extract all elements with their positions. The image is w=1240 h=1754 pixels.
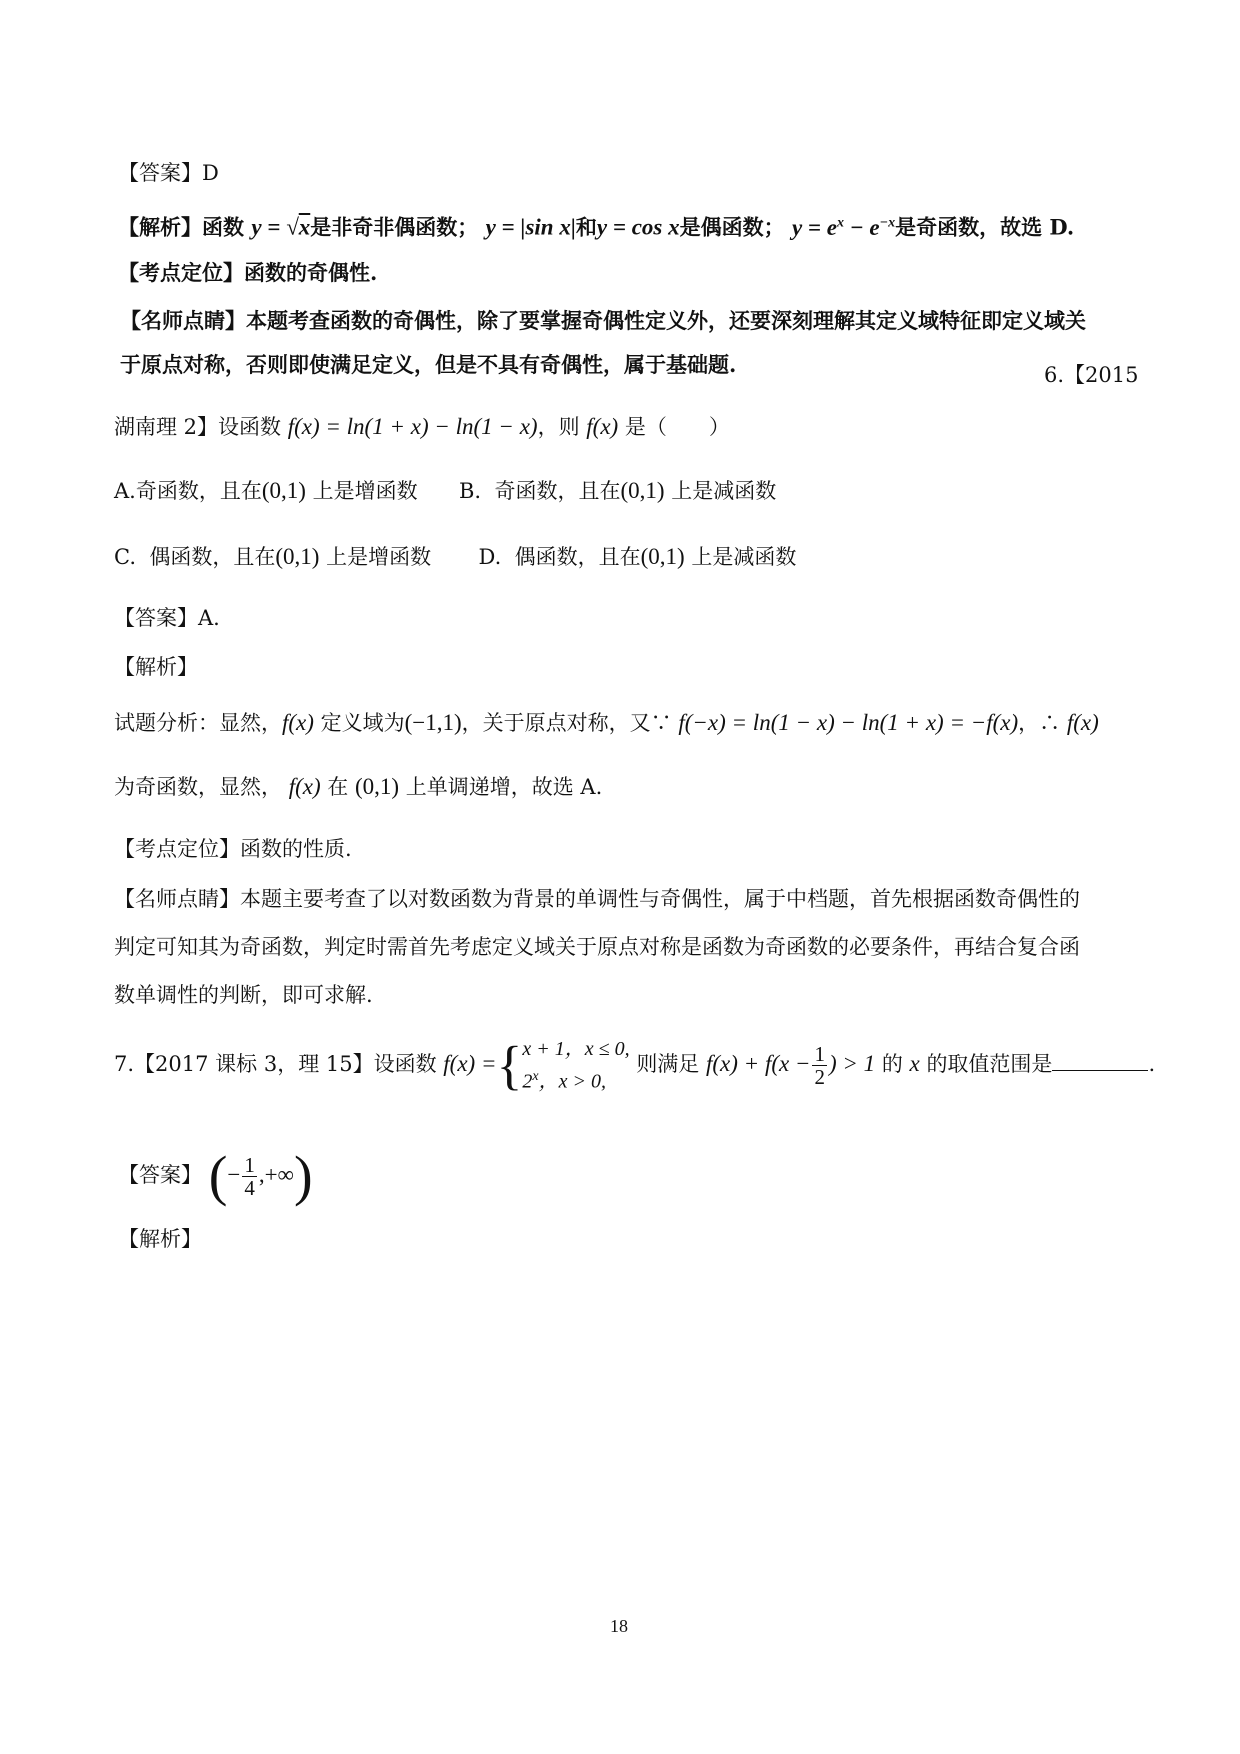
- q6-options-ab: [114, 476, 776, 506]
- q6-analysis-line1: 试题分析：显然，f(x) 定义域为(−1,1)，关于原点对称，又∵ f(−x) = ln(1 − x) − ln(1 + x) = −f(x)，∴ f(x): [114, 710, 1099, 735]
- option-b: B. 奇函数，且在(0,1) 上是减函数: [458, 478, 777, 503]
- option-d: D. 偶函数，且在(0,1) 上是减函数: [478, 544, 797, 569]
- left-brace: {: [496, 1035, 523, 1096]
- answer-tag: 【答案】: [118, 161, 202, 185]
- mingshi-text: 本题主要考查了以对数函数为背景的单调性与奇偶性，属于中档题，首先根据函数奇偶性的: [240, 887, 1080, 911]
- right-paren: ): [293, 1145, 313, 1208]
- mingshi-text: 本题考查函数的奇偶性，除了要掌握奇偶性定义外，还要深刻理解其定义域特征即定义域关: [246, 308, 1086, 333]
- q5-mingshi-line2: [120, 350, 736, 380]
- analysis-text: 是非奇非偶函数；: [310, 214, 479, 240]
- answer-tag: 【答案】: [114, 606, 198, 630]
- kaodian-text: 函数的奇偶性.: [244, 260, 378, 285]
- math-exp: $y = e^x - e^{-x}$: [791, 214, 896, 240]
- analysis-text: 是奇函数，故选 D.: [895, 214, 1075, 240]
- answer-tag: 【答案】: [118, 1163, 202, 1187]
- mingshi-tag: 【名师点睛】: [114, 887, 240, 911]
- fraction-quarter: $\frac{1}{4}$: [244, 1153, 255, 1200]
- kaodian-tag: 【考点定位】: [118, 260, 244, 285]
- q5-answer: [118, 158, 219, 188]
- q5-analysis: [118, 208, 1074, 243]
- math-func-lhs: f(x) =: [443, 1051, 497, 1076]
- answer-blank[interactable]: [1052, 1050, 1148, 1071]
- math-func-name: f(x): [586, 414, 619, 439]
- stem-text: 湖南理 2】设函数: [114, 415, 282, 439]
- q6-answer: [114, 603, 220, 633]
- q6-kaodian: [114, 834, 352, 864]
- q6-mingshi-line3: 数单调性的判断，即可求解.: [114, 983, 373, 1007]
- answer-value: A.: [198, 606, 220, 630]
- mingshi-tag: 【名师点睛】: [120, 308, 246, 333]
- left-paren: (: [208, 1145, 228, 1208]
- q6-options-cd: [114, 542, 796, 572]
- piecewise-cases: x + 1，x ≤ 0, 2$^x$，x > 0,: [522, 1038, 630, 1093]
- q6-analysis-line2: 为奇函数，显然， f(x) 在 (0,1) 上单调递增，故选 A.: [114, 774, 603, 799]
- q6-stem: [114, 412, 730, 442]
- q5-kaodian: [118, 258, 377, 288]
- stem-text: ，则: [537, 415, 580, 439]
- kaodian-tag: 【考点定位】: [114, 837, 240, 861]
- q6-analysis-tag: 【解析】: [114, 655, 198, 679]
- analysis-text: 是偶函数；: [679, 214, 785, 240]
- math-abs-sin: y = |sin x|: [485, 214, 576, 240]
- kaodian-text: 函数的性质.: [240, 837, 352, 861]
- fraction-half: $\frac{1}{2}$: [814, 1042, 825, 1089]
- q6-number: 6.【2015: [1044, 363, 1139, 387]
- q5-mingshi-line1: [120, 306, 1086, 336]
- option-c: C. 偶函数，且在(0,1) 上是增函数: [114, 544, 432, 569]
- analysis-tag: 【解析】: [118, 214, 202, 240]
- q6-mingshi-line1: [114, 884, 1080, 914]
- analysis-text: 函数: [202, 214, 244, 240]
- option-a: A.奇函数，且在(0,1) 上是增函数: [114, 478, 418, 503]
- stem-text: 7.【2017 课标 3，理 15】设函数: [114, 1052, 437, 1076]
- stem-text: 是（ ）: [624, 415, 730, 439]
- q7-stem: 7.【2017 课标 3，理 15】设函数 f(x) ={ x + 1，x ≤ 0, 2$^x$，x > 0, 则满足 f(x) + f(x − $\frac{1}{2}$ ) > 1 的 x 的取值范围是 .: [114, 1035, 1156, 1096]
- mingshi-text: 于原点对称，否则即使满足定义，但是不具有奇偶性，属于基础题.: [120, 352, 737, 377]
- analysis-text: 和: [575, 214, 597, 240]
- q6-mingshi-line2: 判定可知其为奇函数，判定时需首先考虑定义域关于原点对称是函数为奇函数的必要条件，再结合复合函: [114, 935, 1080, 959]
- page-number: 18: [610, 1616, 628, 1636]
- answer-value: D: [202, 161, 219, 185]
- q7-analysis-tag: 【解析】: [118, 1227, 202, 1251]
- q7-answer: 【答案】 (− $\frac{1}{4}$ ,+∞): [118, 1145, 313, 1208]
- math-func-def: f(x) = ln(1 + x) − ln(1 − x): [287, 414, 538, 439]
- math-cos: y = cos x: [596, 214, 680, 240]
- math-sqrt: y = √x: [251, 214, 311, 240]
